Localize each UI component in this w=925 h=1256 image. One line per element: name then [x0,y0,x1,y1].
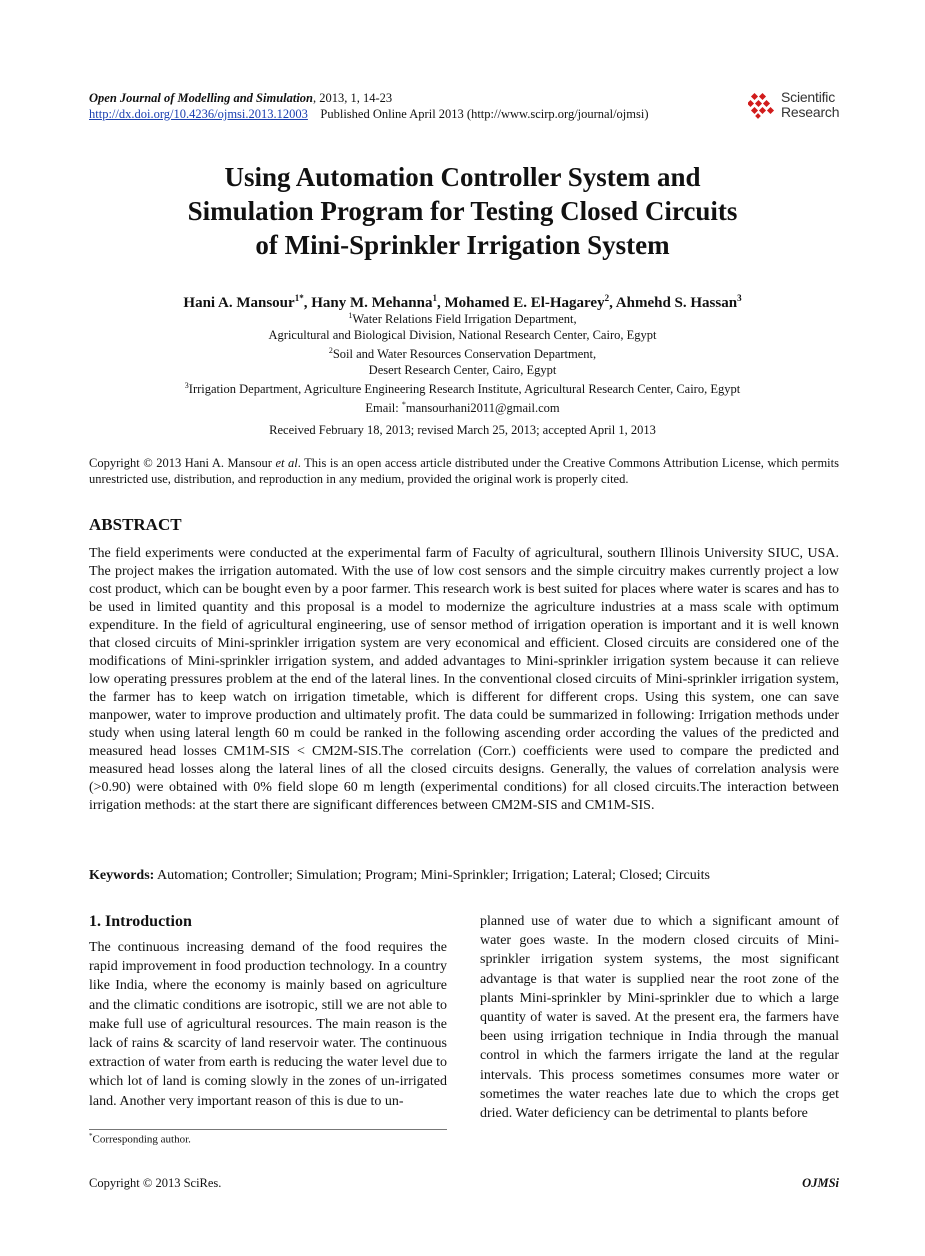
author-affil-sup: 2 [604,293,610,303]
email-address[interactable]: mansourhani2011@gmail.com [405,401,560,416]
author-name: Hany M. Mehanna [311,295,433,311]
email-line [60,397,865,416]
keywords-list: Automation; Controller; Simulation; Program; Mini-Sprinkler; Irrigation; Lateral; Closed; Circuits [154,868,710,883]
journal-citation [89,90,649,106]
affiliation-1 [60,308,865,327]
email-sup: * [401,400,406,410]
affil-sup: 3 [184,381,189,391]
running-header [89,90,649,122]
affil-text: Irrigation Department, Agriculture Engineering Research Institute, Agricultural Research Center, Cairo, Egypt [188,382,741,397]
affil-sup: 1 [348,311,353,320]
doi-link[interactable]: http://dx.doi.org/10.4236/ojmsi.2013.12003 [89,107,308,121]
paper-title [100,160,825,262]
affiliation-2 [60,343,865,362]
author-name: Hani A. Mansour [183,295,295,311]
footnote [89,1132,191,1146]
received-dates: Received February 18, 2013; revised March 25, 2013; accepted April 1, 2013 [269,423,656,437]
scientific-research-logo-icon [748,92,776,120]
citation-volume: , 2013, 1, 14-23 [313,91,393,105]
footer-copyright: Copyright © 2013 SciRes. [89,1176,222,1190]
intro-paragraph-left: The continuous increasing demand of the food requires the rapid improvement in food production technology. In a country like India, where the economy is mainly based on agriculture and the climatic conditions are isotropic, still we are not able to make full use of agricultural resources. The main reason is the lack of rains & scarcity of land reservoir water. The continuous extraction of water from earth is reducing the water level due to which lot of land is coming slowly in the zones of un-irrigated land. Another very important reason of this is due to un- [89,940,447,1109]
abstract-text: The field experiments were conducted at the experimental farm of Faculty of agricultural, southern Illinois University SIUC, USA. The project makes the irrigation automated. With the use of low cost sensors and the simple circuitry makes currently project a low cost product, which can be bought even by a poor farmer. This research work is best suited for places where water is scares and has to be used in limited quantity and this proposal is a model to modernize the agriculture industries at a mass scale with optimum expenditure. In the field of agricultural engineering, use of sensor method of irrigation operation is important and it is well known that closed circuits of Mini-sprinkler irrigation system are very economical and efficient. Closed circuits are considered one of the modifications of Mini-sprinkler irrigation system, and added advantages to Mini-sprinkler irrigation system because it can relieve low operating pressures problem at the end of the lateral lines. In the conventional closed circuits of Mini-sprinkler irrigation system, the farmer has to keep watch on irrigation timetable, which is different for different crops. Using this system, one can save manpower, water to improve production and ultimately profit. The data could be summarized in following: Irrigation methods under study when using lateral length 60 m could be ranked in the following ascending order according the values of the predicted and measured head losses CM1M-SIS < CM2M-SIS.The correlation (Corr.) coefficients were used to compare the predicted and measured head losses along the lateral lines of all the closed circuits designs. Generally, the values of correlation analysis were (>0.90) were obtained with 0% field slope 60 m length (experimental conditions) for all closed circuits.The interaction between irrigation methods: at the start there are significant differences between CM2M-SIS and CM1M-SIS. [89,546,839,813]
section-heading: 1. Introduction [89,913,192,930]
keywords [89,867,839,885]
logo-line-1: Scientific [781,89,836,105]
doi-line [89,106,649,122]
affiliation-1-cont: Agricultural and Biological Division, National Research Center, Cairo, Egypt [268,328,657,343]
footer-journal-abbrev: OJMSi [802,1176,839,1190]
affil-text: Soil and Water Resources Conservation Department, [332,347,597,362]
publisher-logo [748,88,848,122]
copyright-pre: Copyright © 2013 Hani A. Mansour [89,456,276,470]
footnote-sup: * [89,1132,93,1140]
author-name: Mohamed E. El-Hagarey [444,295,605,311]
footnote-text: Corresponding author. [92,1133,191,1146]
copyright-etal: et al [275,456,298,470]
author-affil-sup: 1 [432,293,437,303]
email-label: Email: [365,401,402,416]
affiliation-3 [60,378,865,397]
author-separator: , [303,295,312,311]
body-column-right [480,912,839,1123]
body-column-left [89,912,447,1111]
logo-line-2: Research [781,104,840,120]
author-separator: , [609,295,616,311]
copyright-post: . This is an open access article distributed under the Creative Commons Attribution License, which permits unrestricted use, distribution, and reproduction in any medium, provided the original work is properly cited. [89,456,839,486]
affiliation-2-cont: Desert Research Center, Cairo, Egypt [368,363,557,378]
author-name: Ahmehd S. Hassan [615,295,738,311]
author-affil-sup: 1* [294,293,304,303]
author-affil-sup: 3 [737,293,742,303]
affiliations [60,308,865,417]
keywords-label: Keywords: [89,868,155,883]
published-online: Published Online April 2013 (http://www.scirp.org/journal/ojmsi) [320,107,649,121]
intro-paragraph-right: planned use of water due to which a significant amount of water goes waste. In the modern closed circuits of Mini-sprinkler irrigation system systems, the most significant advantage is that water is supplied near the root zone of the plants Mini-sprinkler by Mini-sprinkler due to which a large quantity of water is saved. At the present era, the farmers have been using irrigation technique in India through the manual control in which the farmers irrigate the land at the regular intervals. This process sometimes consumes more water or sometimes the water reaches late due to which the crops get dried. Water deficiency can be detrimental to plants before [480,914,839,1122]
abstract-heading: ABSTRACT [89,515,182,534]
author-separator: , [436,295,445,311]
title-line-2: Simulation Program for Testing Closed Circuits [187,196,738,226]
title-line-3: of Mini-Sprinkler Irrigation System [255,230,670,260]
copyright-notice [89,455,839,487]
footnote-divider [89,1129,447,1130]
affil-text: Water Relations Field Irrigation Department, [352,312,577,327]
title-line-1: Using Automation Controller System and [224,162,701,192]
journal-name: Open Journal of Modelling and Simulation [89,91,314,105]
affil-sup: 2 [328,346,333,356]
